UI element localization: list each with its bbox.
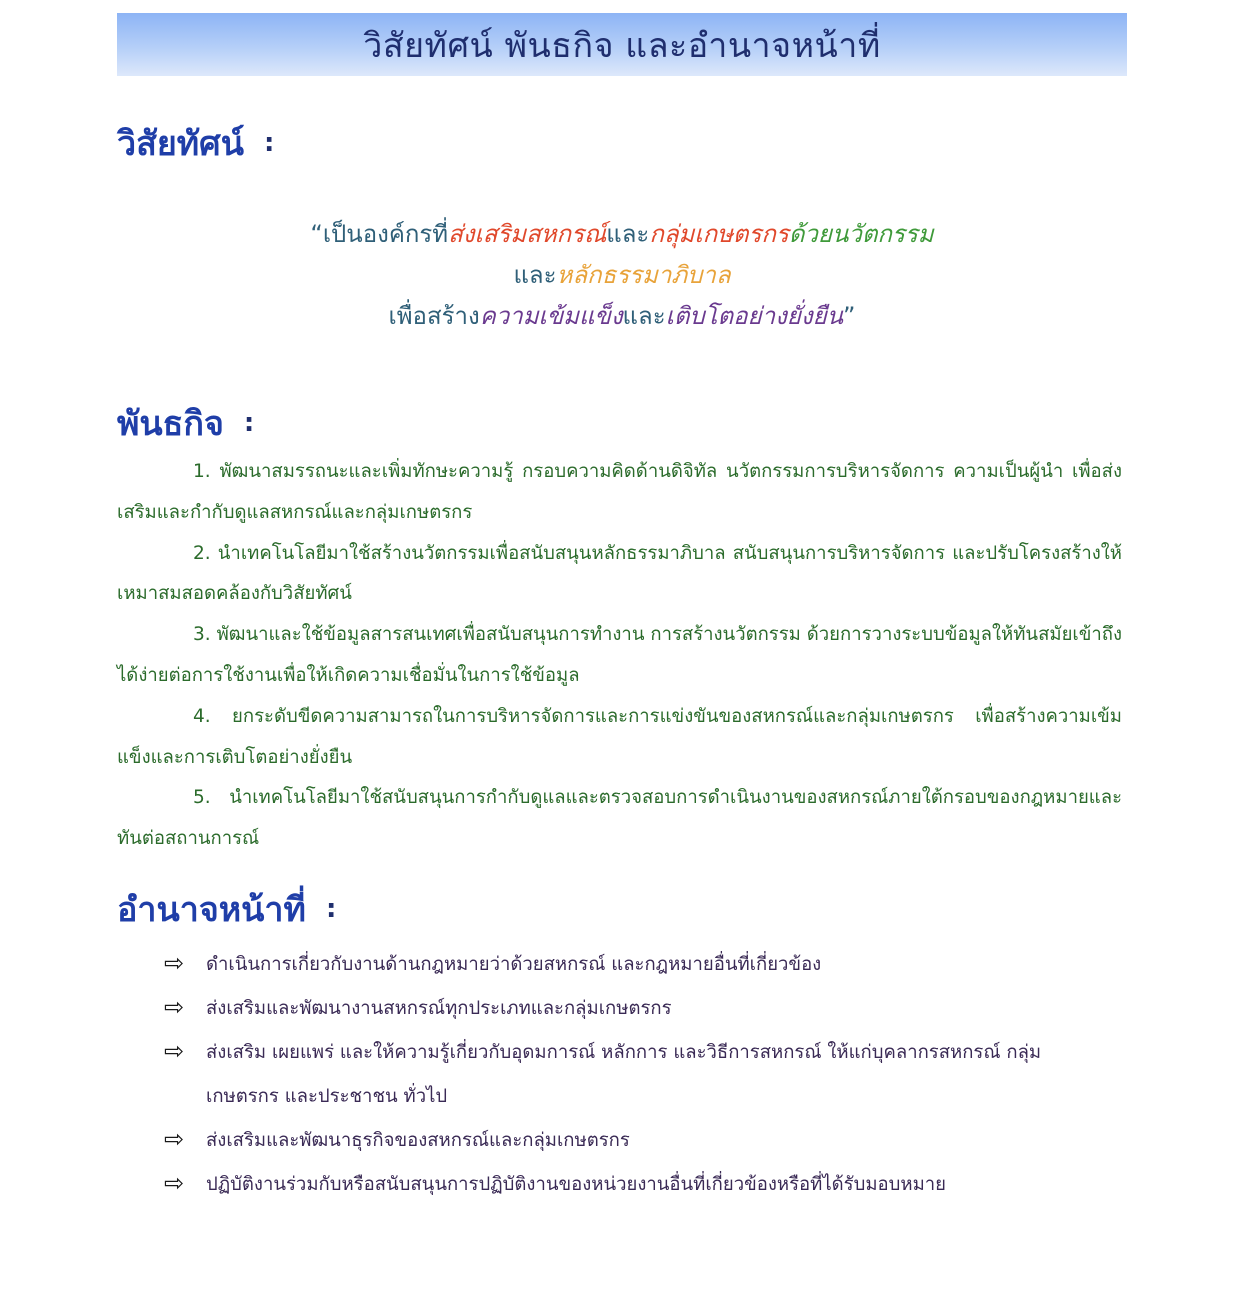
vision-segment: ” bbox=[843, 302, 856, 330]
duty-text: ส่งเสริม เผยแพร่ และให้ความรู้เกี่ยวกับอุดมการณ์ หลักการ และวิธีการสหกรณ์ ให้แก่บุคลากรสหกรณ์ กลุ่มเกษตรกร และประชาชน ทั่วไป bbox=[206, 1042, 1042, 1107]
duty-text: ส่งเสริมและพัฒนาธุรกิจของสหกรณ์และกลุ่มเกษตรกร bbox=[206, 1130, 630, 1151]
duty-text: ดำเนินการเกี่ยวกับงานด้านกฎหมายว่าด้วยสหกรณ์ และกฎหมายอื่นที่เกี่ยวข้อง bbox=[206, 954, 822, 975]
vision-segment: ความเข้มแข็ง bbox=[479, 302, 623, 330]
duty-item bbox=[164, 1119, 1104, 1163]
mission-heading-colon: : bbox=[243, 408, 255, 438]
mission-list bbox=[117, 452, 1122, 860]
duty-item bbox=[164, 1031, 1104, 1119]
mission-item: 4. ยกระดับขีดความสามารถในการบริหารจัดการและการแข่งขันของสหกรณ์และกลุ่มเกษตรกร เพื่อสร้างความเข้มแข็งและการเติบโตอย่างยั่งยืน bbox=[117, 705, 1122, 768]
duty-item bbox=[164, 943, 1104, 987]
vision-line-3 bbox=[117, 296, 1127, 337]
vision-segment: และ bbox=[622, 302, 666, 330]
title-banner bbox=[117, 13, 1127, 76]
duties-list bbox=[164, 943, 1104, 1207]
vision-segment: กลุ่มเกษตรกร bbox=[649, 220, 789, 248]
vision-segment: เพื่อสร้าง bbox=[388, 302, 480, 330]
duty-item bbox=[164, 1163, 1104, 1207]
vision-segment: ด้วยนวัตกรรม bbox=[788, 220, 934, 248]
vision-segment: ส่งเสริมสหกรณ์ bbox=[448, 220, 607, 248]
vision-heading-label: วิสัยทัศน์ bbox=[117, 124, 245, 164]
vision-line-2 bbox=[117, 255, 1127, 296]
arrow-right-outline-icon: ⇨ bbox=[164, 1125, 185, 1153]
mission-heading-label: พันธกิจ bbox=[117, 404, 224, 444]
vision-segment: เติบโตอย่างยั่งยืน bbox=[665, 302, 844, 330]
mission-item: 5. นำเทคโนโลยีมาใช้สนับสนุนการกำกับดูแลและตรวจสอบการดำเนินงานของสหกรณ์ภายใต้กรอบของกฎหมายและทันต่อสถานการณ์ bbox=[117, 787, 1122, 850]
vision-segment: และ bbox=[513, 261, 557, 289]
vision-heading bbox=[117, 116, 274, 170]
mission-item: 1. พัฒนาสมรรถนะและเพิ่มทักษะความรู้ กรอบความคิดด้านดิจิทัล นวัตกรรมการบริหารจัดการ ความเป็นผู้นำ เพื่อส่งเสริมและกำกับดูแลสหกรณ์และกลุ่มเกษตรกร bbox=[117, 461, 1122, 523]
mission-item: 2. นำเทคโนโลยีมาใช้สร้างนวัตกรรมเพื่อสนับสนุนหลักธรรมาภิบาล สนับสนุนการบริหารจัดการ และปรับโครงสร้างให้เหมาสมสอดคล้องกับวิสัยทัศน์ bbox=[117, 542, 1122, 605]
duties-heading bbox=[117, 882, 336, 936]
duties-heading-label: อำนาจหน้าที่ bbox=[117, 890, 306, 930]
vision-segment: หลักธรรมาภิบาล bbox=[556, 261, 731, 289]
duty-item bbox=[164, 987, 1104, 1031]
mission-item: 3. พัฒนาและใช้ข้อมูลสารสนเทศเพื่อสนับสนุนการทำงาน การสร้างนวัตกรรม ด้วยการวางระบบข้อมูลให้ทันสมัยเข้าถึงได้ง่ายต่อการใช้งานเพื่อให้เกิดความเชื่อมั่นในการใช้ข้อมูล bbox=[117, 624, 1122, 686]
duties-heading-colon: : bbox=[325, 894, 337, 924]
vision-statement bbox=[117, 214, 1127, 337]
mission-heading bbox=[117, 396, 254, 450]
vision-heading-colon: : bbox=[264, 128, 275, 158]
vision-segment: “เป็นองค์กรที่ bbox=[310, 220, 449, 248]
vision-line-1 bbox=[117, 214, 1127, 255]
duty-text: ส่งเสริมและพัฒนางานสหกรณ์ทุกประเภทและกลุ่มเกษตรกร bbox=[206, 998, 672, 1019]
arrow-right-outline-icon: ⇨ bbox=[164, 1037, 185, 1065]
duty-text: ปฏิบัติงานร่วมกับหรือสนับสนุนการปฏิบัติงานของหน่วยงานอื่นที่เกี่ยวข้องหรือที่ได้รับมอบหมาย bbox=[206, 1174, 946, 1195]
arrow-right-outline-icon: ⇨ bbox=[164, 1169, 185, 1197]
arrow-right-outline-icon: ⇨ bbox=[164, 949, 185, 977]
arrow-right-outline-icon: ⇨ bbox=[164, 993, 185, 1021]
page-title: วิสัยทัศน์ พันธกิจ และอำนาจหน้าที่ bbox=[363, 25, 881, 66]
vision-segment: และ bbox=[606, 220, 650, 248]
